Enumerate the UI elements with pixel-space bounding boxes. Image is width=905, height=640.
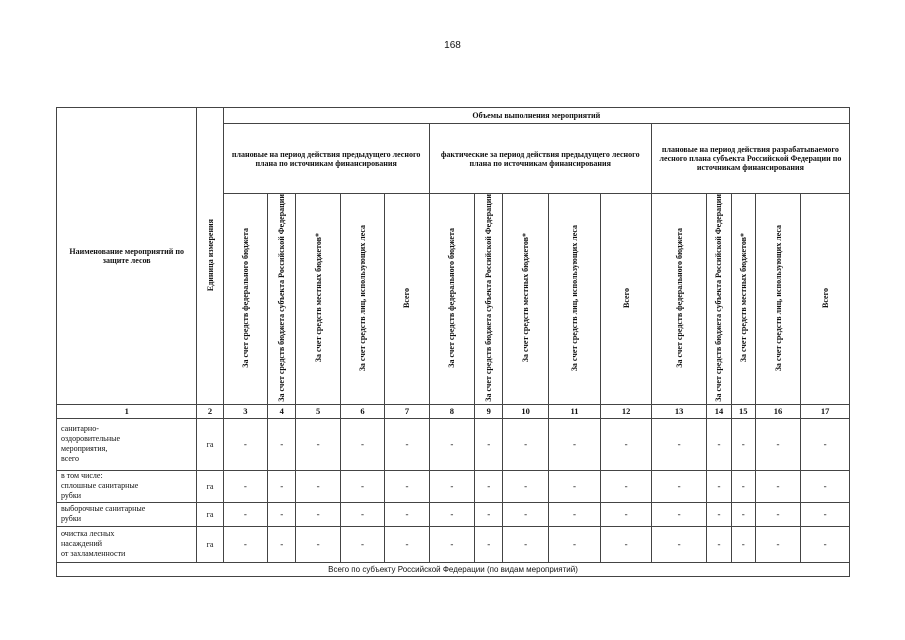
value-cell: - [651, 502, 707, 526]
sub-local-3: За счет средств местных бюджетов* [731, 194, 755, 405]
value-cell: - [601, 502, 652, 526]
sub-federal-3: За счет средств федерального бюджета [651, 194, 707, 405]
header-unit-column: Единица измерения [197, 108, 223, 405]
value-cell: - [755, 470, 800, 502]
header-name-column: Наименование мероприятий по защите лесов [57, 108, 197, 405]
value-cell: - [223, 502, 267, 526]
value-cell: - [707, 418, 731, 470]
value-cell: - [731, 470, 755, 502]
value-cell: - [429, 526, 474, 562]
value-cell: - [223, 526, 267, 562]
value-cell: - [755, 526, 800, 562]
sub-local-2: За счет средств местных бюджетов* [503, 194, 548, 405]
sub-total-3: Всего [801, 194, 850, 405]
column-number: 12 [601, 404, 652, 418]
sub-local-1: За счет средств местных бюджетов* [296, 194, 340, 405]
value-cell: - [223, 418, 267, 470]
column-number: 9 [475, 404, 503, 418]
value-cell: - [651, 526, 707, 562]
value-cell: - [385, 502, 429, 526]
sub-persons-3: За счет средств лиц, использующих леса [755, 194, 800, 405]
value-cell: - [731, 502, 755, 526]
measure-name: выборочные санитарные рубки [57, 502, 197, 526]
value-cell: - [801, 502, 850, 526]
value-cell: - [707, 470, 731, 502]
column-number: 3 [223, 404, 267, 418]
value-cell: - [296, 526, 340, 562]
value-cell: - [731, 526, 755, 562]
value-cell: - [268, 526, 296, 562]
value-cell: - [385, 418, 429, 470]
column-number: 11 [548, 404, 601, 418]
column-number: 8 [429, 404, 474, 418]
value-cell: - [429, 470, 474, 502]
sub-persons-2: За счет средств лиц, использующих леса [548, 194, 601, 405]
column-number: 16 [755, 404, 800, 418]
header-group-planned-previous: плановые на период действия предыдущего лесного плана по источникам финансирования [223, 124, 429, 194]
sub-subject-3: За счет средств бюджета субъекта Российской Федерации [707, 194, 731, 405]
value-cell: - [601, 526, 652, 562]
value-cell: - [548, 418, 601, 470]
column-number: 4 [268, 404, 296, 418]
value-cell: - [503, 418, 548, 470]
header-group-actual-previous: фактические за период действия предыдущего лесного плана по источникам финансирования [429, 124, 651, 194]
column-number: 14 [707, 404, 731, 418]
value-cell: - [548, 526, 601, 562]
sub-total-1: Всего [385, 194, 429, 405]
column-number: 1 [57, 404, 197, 418]
value-cell: - [707, 526, 731, 562]
column-number: 17 [801, 404, 850, 418]
value-cell: - [268, 418, 296, 470]
measure-name: в том числе: сплошные санитарные рубки [57, 470, 197, 502]
sub-subject-1: За счет средств бюджета субъекта Российской Федерации [268, 194, 296, 405]
value-cell: - [755, 418, 800, 470]
value-cell: - [707, 502, 731, 526]
sub-federal-2: За счет средств федерального бюджета [429, 194, 474, 405]
value-cell: - [340, 470, 384, 502]
value-cell: - [601, 470, 652, 502]
table-row [57, 526, 850, 562]
value-cell: - [651, 418, 707, 470]
measure-unit: га [197, 470, 223, 502]
sub-subject-2: За счет средств бюджета субъекта Российской Федерации [475, 194, 503, 405]
column-number: 15 [731, 404, 755, 418]
table-row [57, 502, 850, 526]
value-cell: - [340, 418, 384, 470]
header-volumes: Объемы выполнения мероприятий [223, 108, 849, 124]
value-cell: - [601, 418, 652, 470]
sub-total-2: Всего [601, 194, 652, 405]
value-cell: - [268, 502, 296, 526]
value-cell: - [503, 526, 548, 562]
column-number: 6 [340, 404, 384, 418]
column-number-row [57, 404, 850, 418]
table-row [57, 418, 850, 470]
value-cell: - [503, 502, 548, 526]
value-cell: - [801, 526, 850, 562]
value-cell: - [268, 470, 296, 502]
value-cell: - [296, 470, 340, 502]
value-cell: - [385, 470, 429, 502]
column-number: 5 [296, 404, 340, 418]
value-cell: - [475, 526, 503, 562]
value-cell: - [296, 418, 340, 470]
value-cell: - [475, 470, 503, 502]
value-cell: - [475, 502, 503, 526]
measure-name: санитарно- оздоровительные мероприятия, всего [57, 418, 197, 470]
measure-unit: га [197, 502, 223, 526]
column-number: 7 [385, 404, 429, 418]
value-cell: - [223, 470, 267, 502]
table-row [57, 470, 850, 502]
footer-total-label: Всего по субъекту Российской Федерации (по видам мероприятий) [57, 562, 850, 576]
value-cell: - [755, 502, 800, 526]
sub-persons-1: За счет средств лиц, использующих леса [340, 194, 384, 405]
column-number: 10 [503, 404, 548, 418]
column-number: 13 [651, 404, 707, 418]
value-cell: - [548, 470, 601, 502]
value-cell: - [731, 418, 755, 470]
value-cell: - [296, 502, 340, 526]
value-cell: - [475, 418, 503, 470]
column-number: 2 [197, 404, 223, 418]
value-cell: - [801, 418, 850, 470]
page-number: 168 [444, 40, 461, 51]
value-cell: - [385, 526, 429, 562]
measure-unit: га [197, 526, 223, 562]
measure-name: очистка лесных насаждений от захламленности [57, 526, 197, 562]
value-cell: - [429, 502, 474, 526]
value-cell: - [429, 418, 474, 470]
value-cell: - [548, 502, 601, 526]
value-cell: - [340, 526, 384, 562]
sub-federal-1: За счет средств федерального бюджета [223, 194, 267, 405]
value-cell: - [651, 470, 707, 502]
value-cell: - [340, 502, 384, 526]
protection-measures-table [56, 107, 850, 577]
value-cell: - [801, 470, 850, 502]
header-group-planned-new: плановые на период действия разрабатываемого лесного плана субъекта Российской Федерации по источникам финансирования [651, 124, 849, 194]
measure-unit: га [197, 418, 223, 470]
value-cell: - [503, 470, 548, 502]
